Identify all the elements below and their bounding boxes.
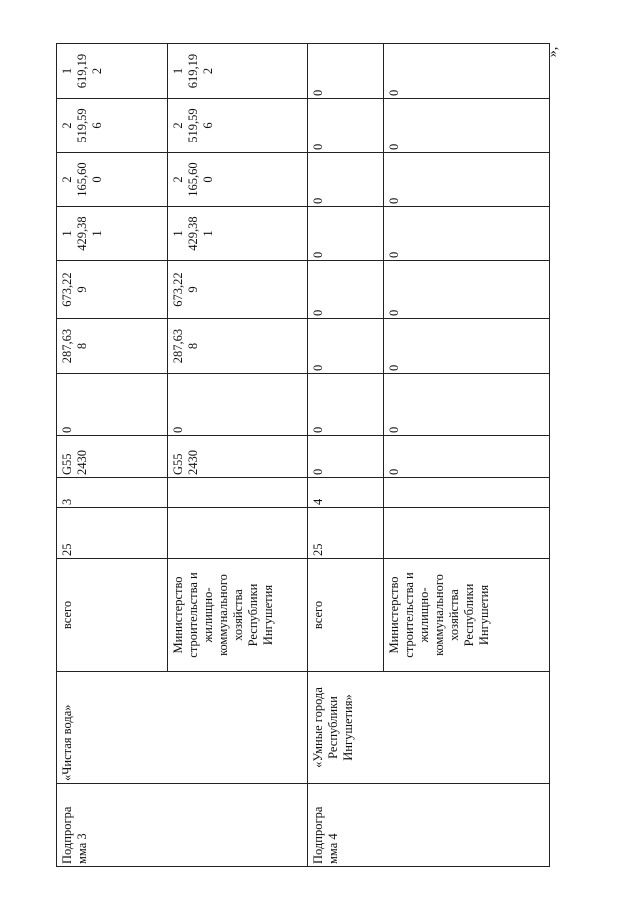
value-cell: 0: [384, 99, 550, 153]
csr-cell: G55 2430: [168, 436, 308, 478]
vr-cell: 0: [308, 374, 384, 436]
csr-cell: G55 2430: [57, 436, 168, 478]
value-cell: 0: [384, 319, 550, 374]
program-name-cell: «Чистая вода»: [57, 672, 308, 784]
rz-cell: [168, 478, 308, 508]
value-cell: 1 429,38 1: [57, 207, 168, 261]
value-cell: 0: [308, 44, 384, 99]
value-cell: 2 165,60 0: [57, 153, 168, 207]
value-cell: 0: [384, 207, 550, 261]
grbs-cell: 25: [57, 508, 168, 559]
grbs-cell: 25: [308, 508, 384, 559]
closing-quote-mark: »,: [545, 46, 561, 58]
value-cell: 0: [384, 44, 550, 99]
value-cell: 0: [308, 153, 384, 207]
executor-cell: всего: [308, 559, 384, 672]
grbs-cell: [384, 508, 550, 559]
value-cell: 673,22 9: [168, 261, 308, 319]
value-cell: 1 619,19 2: [168, 44, 308, 99]
executor-cell: Министерство строительства и жилищно-коммунального хозяйства Республики Ингушетия: [168, 559, 308, 672]
value-cell: 673,22 9: [57, 261, 168, 319]
budget-table: [56, 43, 550, 867]
value-cell: 0: [308, 207, 384, 261]
rz-cell: [384, 478, 550, 508]
table-row: [57, 44, 168, 867]
value-cell: 2 519,59 6: [168, 99, 308, 153]
value-cell: 0: [384, 153, 550, 207]
grbs-cell: [168, 508, 308, 559]
executor-cell: Министерство строительства и жилищно-коммунального хозяйства Республики Ингушетия: [384, 559, 550, 672]
value-cell: 2 165,60 0: [168, 153, 308, 207]
rz-cell: 3: [57, 478, 168, 508]
value-cell: 0: [308, 99, 384, 153]
value-cell: 1 429,38 1: [168, 207, 308, 261]
vr-cell: 0: [168, 374, 308, 436]
value-cell: 287,63 8: [57, 319, 168, 374]
vr-cell: 0: [384, 374, 550, 436]
csr-cell: 0: [384, 436, 550, 478]
csr-cell: 0: [308, 436, 384, 478]
vr-cell: 0: [57, 374, 168, 436]
program-cell: Подпрогра мма 3: [57, 784, 308, 867]
program-name-cell: «Умные города Республики Ингушетия»: [308, 672, 550, 784]
value-cell: 0: [384, 261, 550, 319]
value-cell: 1 619,19 2: [57, 44, 168, 99]
executor-cell: всего: [57, 559, 168, 672]
value-cell: 287,63 8: [168, 319, 308, 374]
value-cell: 0: [308, 319, 384, 374]
program-cell: Подпрогра мма 4: [308, 784, 550, 867]
value-cell: 0: [308, 261, 384, 319]
rz-cell: 4: [308, 478, 384, 508]
value-cell: 2 519,59 6: [57, 99, 168, 153]
rotated-table-wrapper: [56, 44, 549, 867]
table-row: [308, 44, 384, 867]
